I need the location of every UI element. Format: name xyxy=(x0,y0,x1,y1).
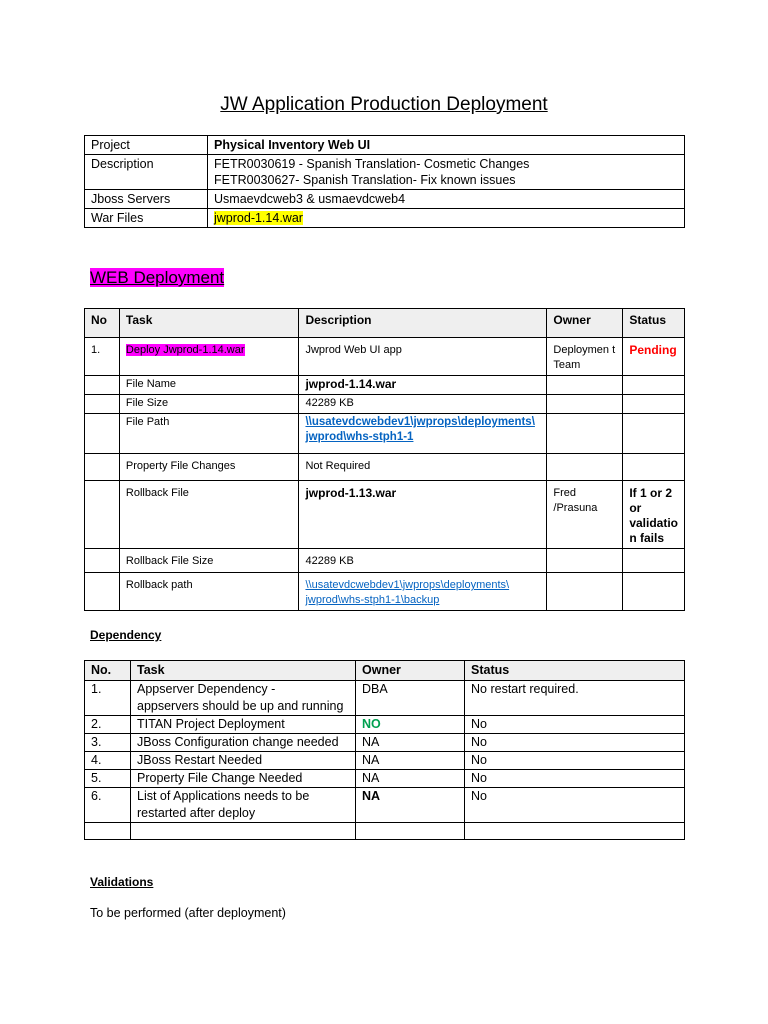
validations-heading: Validations xyxy=(90,875,154,889)
table-row xyxy=(85,190,685,209)
table-row: File Name jwprod-1.14.war xyxy=(85,376,685,395)
war-files-label: War Files xyxy=(85,209,208,228)
col-owner: Owner xyxy=(547,309,623,338)
col-status: Status xyxy=(623,309,685,338)
table-row xyxy=(85,209,685,228)
dependency-table xyxy=(84,660,685,840)
table-row: Rollback File Size 42289 KB xyxy=(85,549,685,573)
table-header-row: No. Task Owner Status xyxy=(85,661,685,681)
jboss-servers-label: Jboss Servers xyxy=(85,190,208,209)
description-label: Description xyxy=(85,155,208,190)
table-row: Rollback path \\usatevdcwebdev1\jwprops\deployments\ jwprod\whs-stph1-1\backup xyxy=(85,573,685,611)
table-row: Property File Changes Not Required xyxy=(85,454,685,481)
rollback-path-link[interactable]: \\usatevdcwebdev1\jwprops\deployments\ xyxy=(305,579,510,591)
table-row xyxy=(85,136,685,155)
table-row: 6. List of Applications needs to be restarted after deploy NA No xyxy=(85,788,685,823)
table-row: 5. Property File Change Needed NA No xyxy=(85,770,685,788)
table-row: 1. Appserver Dependency - appservers should be up and running DBA No restart required. xyxy=(85,681,685,716)
web-deployment-table xyxy=(84,308,685,611)
rollback-path-link-cont[interactable]: jwprod\whs-stph1-1\backup xyxy=(305,594,440,606)
jboss-servers-value: Usmaevdcweb3 & usmaevdcweb4 xyxy=(208,190,685,209)
project-info-table xyxy=(84,135,685,228)
table-row: Rollback File jwprod-1.13.war Fred /Prasuna If 1 or 2 or validatio n fails xyxy=(85,481,685,549)
table-row: 1. Deploy Jwprod-1.14.war Jwprod Web UI app Deploymen t Team Pending xyxy=(85,338,685,376)
deploy-task: Deploy Jwprod-1.14.war xyxy=(125,344,245,356)
description-value: FETR0030619 - Spanish Translation- Cosmetic Changes FETR0030627- Spanish Translation- Fix known issues xyxy=(208,155,685,190)
table-row xyxy=(85,823,685,840)
table-row: 3. JBoss Configuration change needed NA No xyxy=(85,734,685,752)
col-no: No xyxy=(85,309,120,338)
validations-text: To be performed (after deployment) xyxy=(90,906,286,920)
status-badge: Pending xyxy=(629,343,677,357)
table-row: File Path \\usatevdcwebdev1\jwprops\deployments\ jwprod\whs-stph1-1 xyxy=(85,414,685,454)
dependency-heading: Dependency xyxy=(90,628,162,642)
col-task: Task xyxy=(119,309,299,338)
table-row: 2. TITAN Project Deployment NO No xyxy=(85,716,685,734)
col-description: Description xyxy=(299,309,547,338)
document-title: JW Application Production Deployment xyxy=(220,94,548,115)
table-row xyxy=(85,155,685,190)
table-row: 4. JBoss Restart Needed NA No xyxy=(85,752,685,770)
table-row: File Size 42289 KB xyxy=(85,395,685,414)
file-path-link-cont[interactable]: jwprod\whs-stph1-1 xyxy=(305,431,414,443)
war-files-value: jwprod-1.14.war xyxy=(208,209,685,228)
project-label: Project xyxy=(85,136,208,155)
table-header-row xyxy=(85,309,685,338)
web-deployment-heading: WEB Deployment xyxy=(90,268,225,287)
project-value: Physical Inventory Web UI xyxy=(208,136,685,155)
file-path-link[interactable]: \\usatevdcwebdev1\jwprops\deployments\ xyxy=(305,416,535,428)
